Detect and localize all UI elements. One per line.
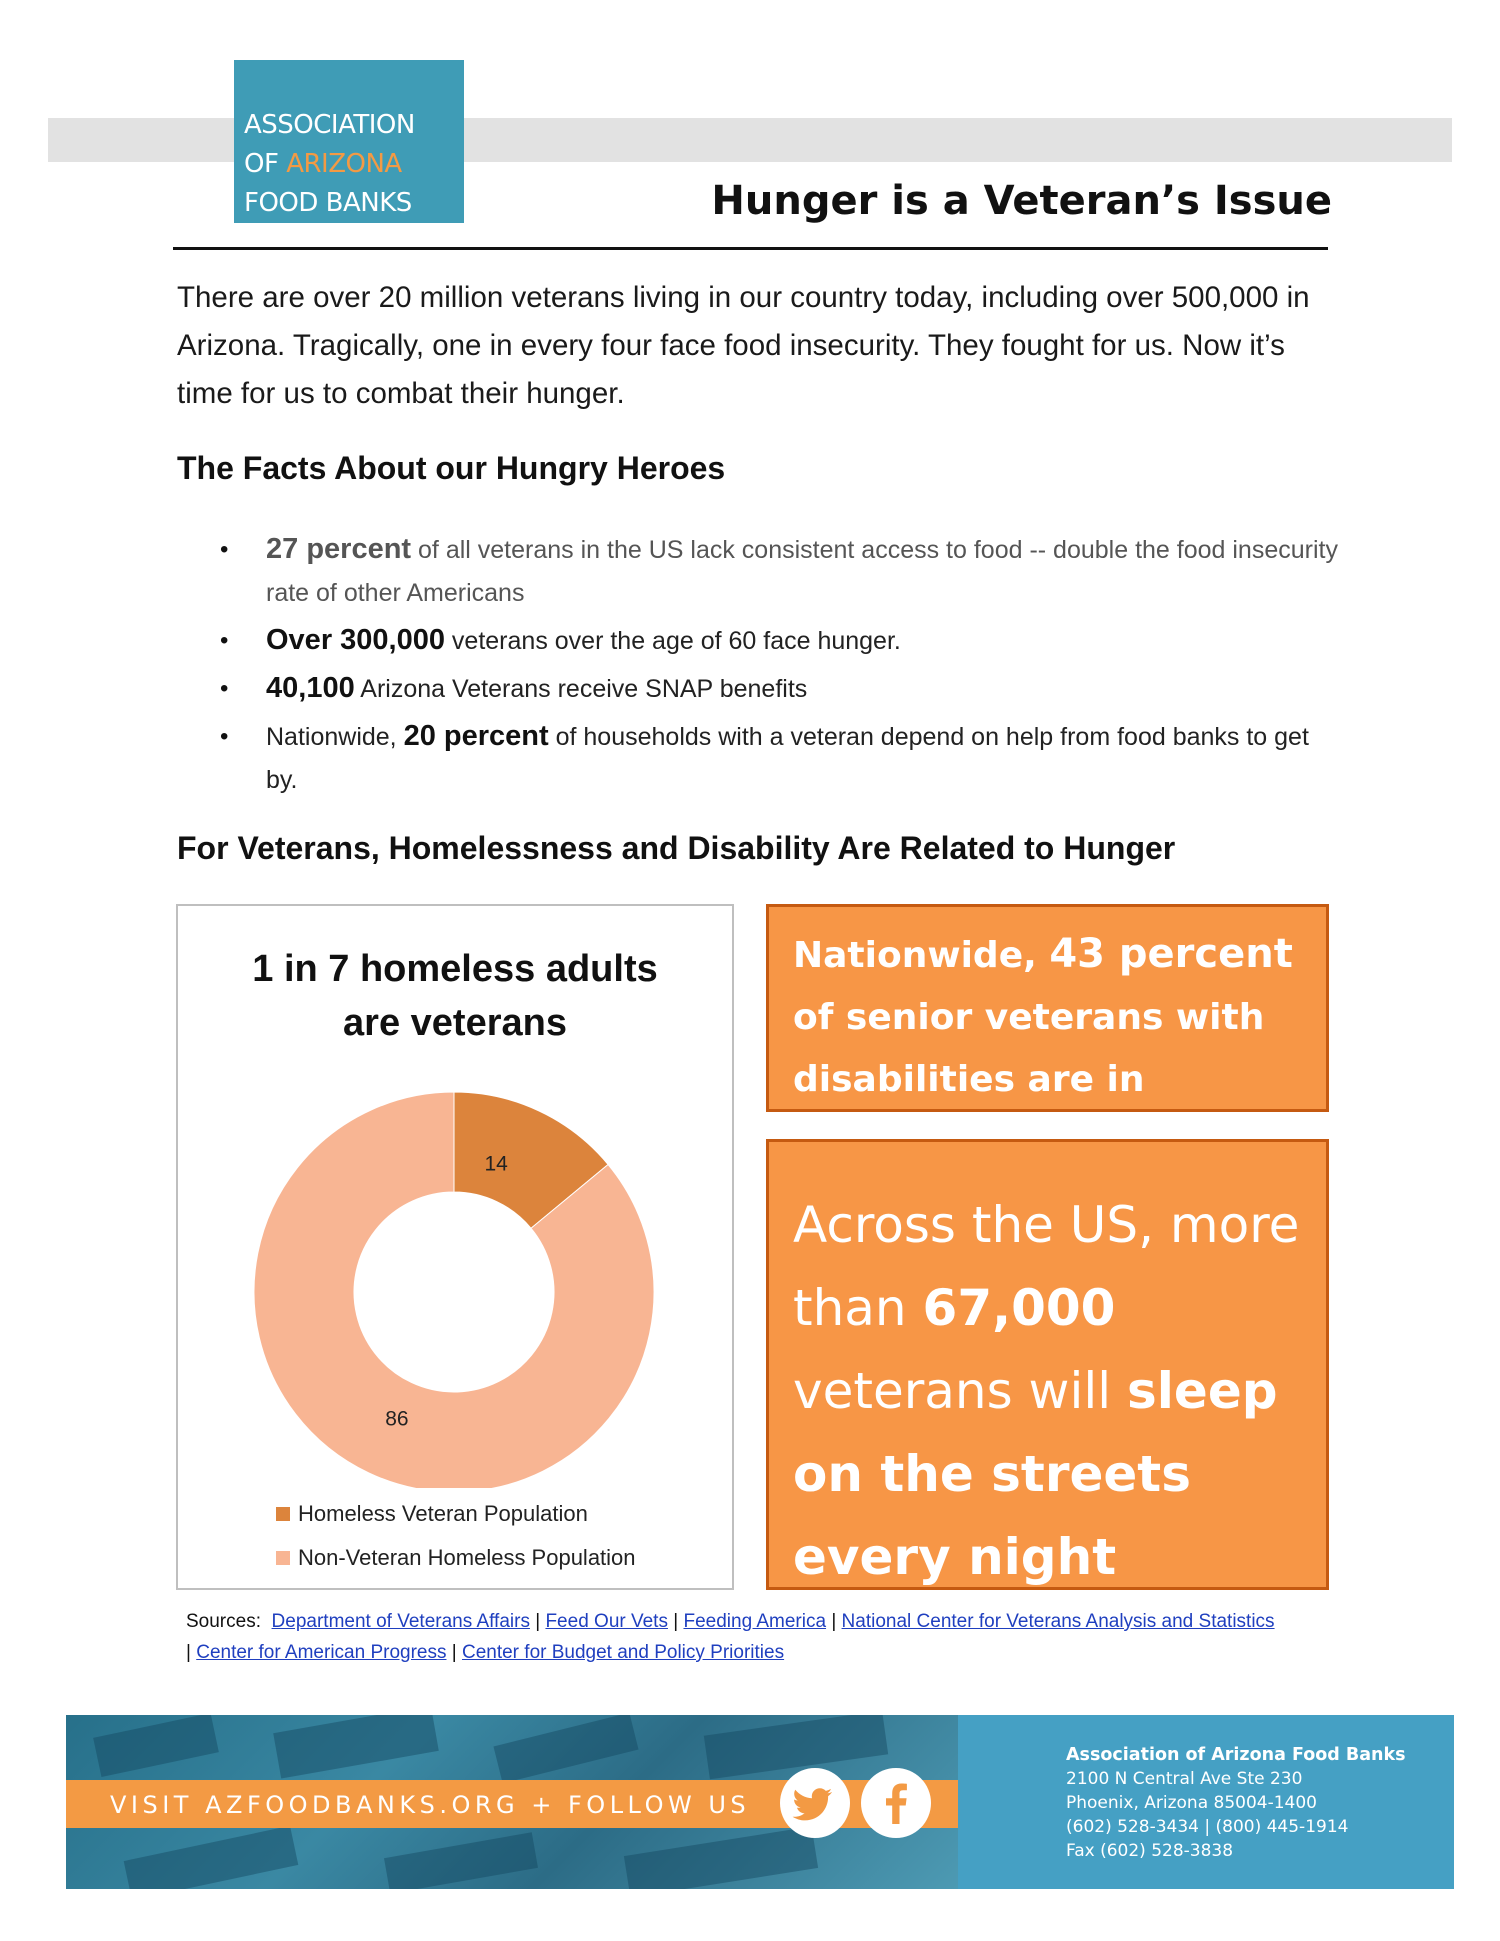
separator: | bbox=[535, 1611, 541, 1632]
source-link-ncvas[interactable]: National Center for Veterans Analysis and Statistics bbox=[841, 1611, 1275, 1632]
fact-item bbox=[212, 667, 1342, 711]
facebook-icon[interactable] bbox=[861, 1768, 931, 1838]
legend-swatch bbox=[276, 1551, 290, 1565]
separator: | bbox=[451, 1642, 457, 1663]
fact-item bbox=[212, 715, 1342, 802]
callout-stat: 43 percent bbox=[1049, 931, 1293, 977]
legend-swatch bbox=[276, 1507, 290, 1521]
footer-address-1: 2100 N Central Ave Ste 230 bbox=[1066, 1769, 1303, 1789]
callout-text: Nationwide, bbox=[793, 935, 1050, 976]
facts-list bbox=[212, 528, 1342, 806]
facts-heading: The Facts About our Hungry Heroes bbox=[177, 450, 726, 486]
title-divider bbox=[173, 247, 1328, 250]
legend-label: Homeless Veteran Population bbox=[298, 1501, 588, 1526]
homeless-callout bbox=[766, 1139, 1329, 1590]
fact-text: Arizona Veterans receive SNAP benefits bbox=[354, 675, 808, 703]
footer bbox=[66, 1715, 1454, 1889]
callout-stat: 67,000 bbox=[922, 1279, 1116, 1337]
logo-line-2 bbox=[244, 145, 464, 184]
follow-banner-text: VISIT AZFOODBANKS.ORG + FOLLOW US bbox=[110, 1791, 751, 1819]
footer-address-2: Phoenix, Arizona 85004-1400 bbox=[1066, 1793, 1317, 1813]
separator: | bbox=[673, 1611, 679, 1632]
bullet-icon: • bbox=[220, 627, 229, 654]
fact-stat: Over 300,000 bbox=[266, 624, 445, 656]
bullet-icon: • bbox=[220, 536, 229, 563]
fact-item bbox=[212, 619, 1342, 663]
poverty-callout bbox=[766, 904, 1329, 1112]
fact-prefix: Nationwide, bbox=[266, 723, 404, 751]
page-title: Hunger is a Veteran’s Issue bbox=[711, 178, 1332, 224]
sources bbox=[186, 1606, 1386, 1668]
fact-text: of households with a veteran depend on help from food banks to get by. bbox=[266, 723, 1309, 794]
donut-chart-svg bbox=[178, 906, 732, 1488]
footer-fax: Fax (602) 528-3838 bbox=[1066, 1841, 1234, 1861]
callout-emphasis: sleep on the streets every night bbox=[793, 1362, 1278, 1586]
fact-stat: 40,100 bbox=[266, 672, 355, 704]
bullet-icon: • bbox=[220, 675, 229, 702]
logo-line-2-prefix: OF bbox=[244, 149, 287, 179]
related-heading: For Veterans, Homelessness and Disability Are Related to Hunger bbox=[177, 830, 1176, 866]
sources-label: Sources: bbox=[186, 1611, 261, 1632]
intro-paragraph: There are over 20 million veterans living in our country today, including over 500,000 in Arizona. Tragically, one in every four face food insecurity. They fought for us. Now it’s time for us to combat their hunger. bbox=[177, 281, 1310, 410]
footer-org-name: Association of Arizona Food Banks bbox=[1066, 1745, 1406, 1765]
separator: | bbox=[831, 1611, 837, 1632]
source-link-veterans-affairs[interactable]: Department of Veterans Affairs bbox=[271, 1611, 530, 1632]
logo-line-3: FOOD BANKS bbox=[244, 188, 412, 218]
legend-item-non-veteran bbox=[276, 1536, 636, 1580]
separator: | bbox=[186, 1642, 191, 1663]
logo bbox=[234, 60, 464, 223]
donut-data-label-0: 14 bbox=[484, 1152, 508, 1176]
footer-phone: (602) 528-3434 | (800) 445-1914 bbox=[1066, 1817, 1349, 1837]
source-link-budget-policy[interactable]: Center for Budget and Policy Priorities bbox=[461, 1642, 785, 1663]
donut-data-label-1: 86 bbox=[385, 1407, 409, 1431]
callout-text: of senior veterans with disabilities are in bbox=[793, 997, 1265, 1100]
fact-item bbox=[212, 528, 1342, 615]
callout-text: Across the US, more than bbox=[793, 1196, 1300, 1337]
chart-title-line-2: are veterans bbox=[343, 1002, 567, 1044]
chart-legend bbox=[276, 1492, 636, 1580]
twitter-icon[interactable] bbox=[780, 1768, 850, 1838]
fact-text: veterans over the age of 60 face hunger. bbox=[444, 627, 901, 655]
logo-line-1: ASSOCIATION bbox=[244, 110, 415, 140]
donut-chart bbox=[176, 904, 734, 1590]
logo-line-2-accent: ARIZONA bbox=[286, 149, 402, 179]
fact-text: of all veterans in the US lack consistent access to food -- double the food insecurity rate of other Americans bbox=[266, 536, 1338, 607]
source-link-american-progress[interactable]: Center for American Progress bbox=[196, 1642, 447, 1663]
callout-text: veterans will bbox=[793, 1362, 1128, 1420]
source-link-feed-our-vets[interactable]: Feed Our Vets bbox=[545, 1611, 668, 1632]
bullet-icon: • bbox=[220, 723, 229, 750]
legend-label: Non-Veteran Homeless Population bbox=[298, 1545, 636, 1570]
legend-item-veteran bbox=[276, 1492, 636, 1536]
fact-stat: 27 percent bbox=[266, 533, 412, 565]
source-link-feeding-america[interactable]: Feeding America bbox=[683, 1611, 827, 1632]
fact-stat: 20 percent bbox=[403, 720, 549, 752]
footer-contact bbox=[958, 1715, 1454, 1889]
chart-title-line-1: 1 in 7 homeless adults bbox=[252, 948, 658, 990]
